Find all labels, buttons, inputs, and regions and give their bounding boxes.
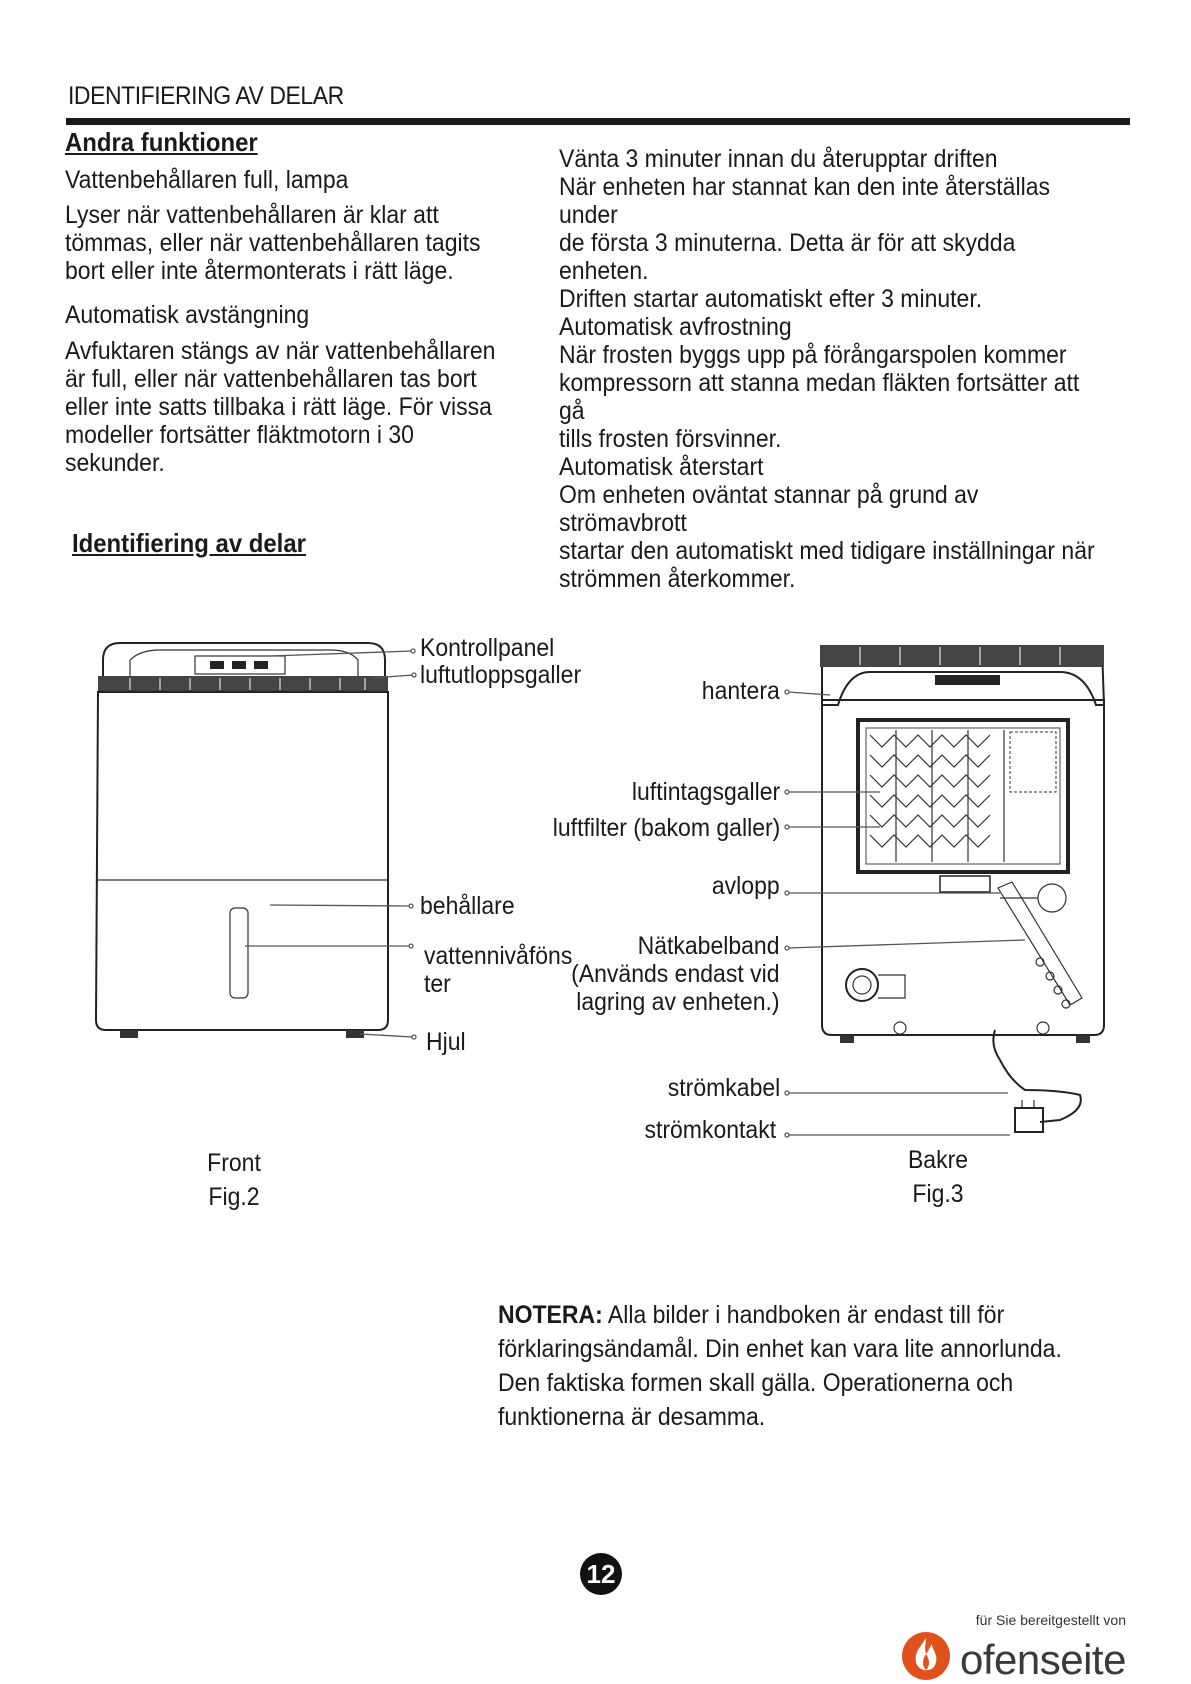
note-block: NOTERA: Alla bilder i handboken är endast till för förklaringsändamål. Din enhet kan vara lite annorlunda. Den faktiska formen skall gälla. Operationerna och funktionerna är desamma. xyxy=(498,1301,1062,1431)
auto-shutoff-title: Automatisk avstängning xyxy=(65,301,310,329)
label-air-filter: luftfilter (bakom galler) xyxy=(552,814,780,842)
label-handle: hantera xyxy=(701,677,780,705)
tank-full-lamp-body: Lyser när vattenbehållaren är klar att tömmas, eller när vattenbehållaren tagits bort eller inte återmonterats i rätt läge. xyxy=(65,201,481,285)
brand-name: ofenseite xyxy=(960,1636,1126,1683)
page-number: 12 xyxy=(580,1553,622,1595)
page-header: IDENTIFIERING AV DELAR xyxy=(68,82,344,110)
dehumidifier-figures xyxy=(0,620,1191,1140)
label-air-outlet: luftutloppsgaller xyxy=(420,661,582,689)
label-power-cord: strömkabel xyxy=(667,1074,780,1102)
auto-shutoff-body: Avfuktaren stängs av när vattenbehållaren är full, eller när vattenbehållaren tas bort eller inte satts tillbaka i rätt läge. För vissa modeller fortsätter fläktmotorn i 30 sekunder. xyxy=(65,337,496,477)
note-label: NOTERA: xyxy=(498,1301,603,1329)
heading-identification: Identifiering av delar xyxy=(72,528,306,558)
header-rule xyxy=(66,118,1130,125)
heading-other-functions: Andra funktioner xyxy=(65,127,258,157)
label-wheel: Hjul xyxy=(426,1028,466,1056)
tank-full-lamp-title: Vattenbehållaren full, lampa xyxy=(65,166,349,194)
label-water-window: vattennivåföns ter xyxy=(424,942,573,998)
front-unit-drawing xyxy=(96,643,388,1038)
back-unit-drawing xyxy=(820,645,1104,1132)
front-caption: Front Fig.2 xyxy=(207,1149,261,1211)
label-tank: behållare xyxy=(420,892,515,920)
label-air-intake: luftintagsgaller xyxy=(631,778,780,806)
label-control-panel: Kontrollpanel xyxy=(420,634,555,662)
label-drain: avlopp xyxy=(712,872,780,900)
flame-logo-icon xyxy=(898,1630,956,1682)
provided-by-text: für Sie bereitgestellt von xyxy=(975,1612,1126,1628)
back-caption: Bakre Fig.3 xyxy=(907,1146,969,1208)
label-power-plug: strömkontakt xyxy=(644,1116,776,1144)
label-cord-band: Nätkabelband (Används endast vid lagring av enheten.) xyxy=(571,932,780,1016)
right-column-text: Vänta 3 minuter innan du återupptar driften När enheten har stannat kan den inte återställas under de första 3 minuterna. Detta är för att skydda enheten. Driften startar automatiskt efter 3 minuter. Automatisk avfrostning När frosten byggs upp på förångarspolen kommer kompressorn att stanna medan fläkten fortsätter att gå tills frosten försvinner. Automatisk återstart Om enheten oväntat stannar på grund av strömavbrott startar den automatiskt med tidigare inställningar när strömmen återkommer. xyxy=(559,145,1095,593)
